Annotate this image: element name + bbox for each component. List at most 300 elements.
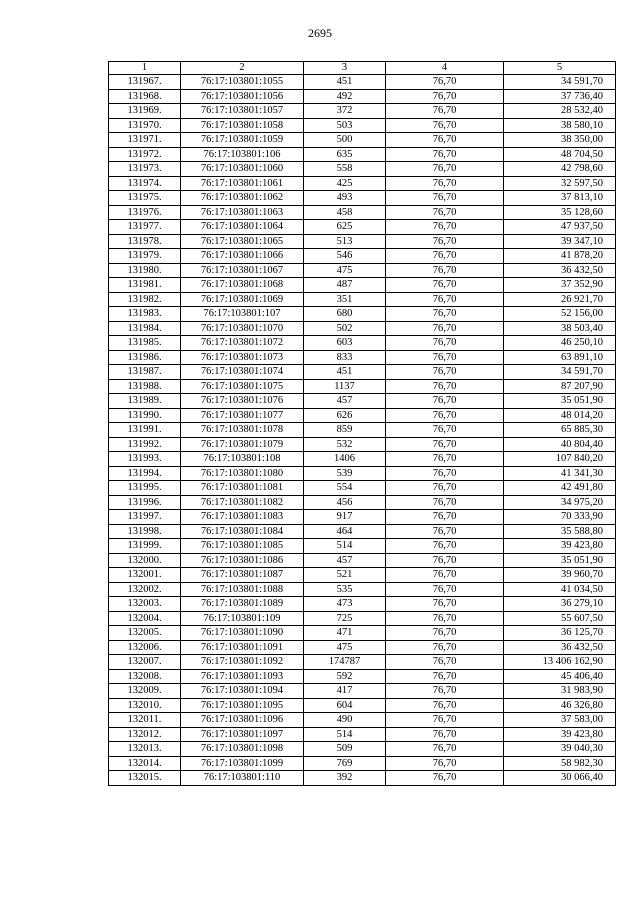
area-cell: 451 [304, 75, 386, 90]
amount-cell: 87 207,90 [504, 379, 616, 394]
cadastral-number-cell: 76:17:103801:1063 [181, 205, 304, 220]
table-row [109, 278, 616, 293]
rate-cell: 76,70 [386, 742, 504, 757]
amount-cell: 31 983,90 [504, 684, 616, 699]
table-row [109, 191, 616, 206]
rate-cell: 76,70 [386, 162, 504, 177]
rate-cell: 76,70 [386, 263, 504, 278]
area-cell: 592 [304, 669, 386, 684]
amount-cell: 48 014,20 [504, 408, 616, 423]
area-cell: 725 [304, 611, 386, 626]
row-number-cell: 131981. [109, 278, 181, 293]
area-cell: 457 [304, 553, 386, 568]
table-row [109, 75, 616, 90]
table-row [109, 756, 616, 771]
rate-cell: 76,70 [386, 234, 504, 249]
cadastral-number-cell: 76:17:103801:1060 [181, 162, 304, 177]
area-cell: 458 [304, 205, 386, 220]
table-row [109, 423, 616, 438]
row-number-cell: 131971. [109, 133, 181, 148]
cadastral-number-cell: 76:17:103801:1086 [181, 553, 304, 568]
amount-cell: 45 406,40 [504, 669, 616, 684]
row-number-cell: 132007. [109, 655, 181, 670]
cadastral-number-cell: 76:17:103801:1078 [181, 423, 304, 438]
area-cell: 680 [304, 307, 386, 322]
cadastral-number-cell: 76:17:103801:1088 [181, 582, 304, 597]
rate-cell: 76,70 [386, 437, 504, 452]
area-cell: 554 [304, 481, 386, 496]
row-number-cell: 131976. [109, 205, 181, 220]
rate-cell: 76,70 [386, 466, 504, 481]
cadastral-number-cell: 76:17:103801:1089 [181, 597, 304, 612]
cadastral-number-cell: 76:17:103801:1092 [181, 655, 304, 670]
row-number-cell: 131994. [109, 466, 181, 481]
amount-cell: 38 503,40 [504, 321, 616, 336]
cadastral-number-cell: 76:17:103801:1058 [181, 118, 304, 133]
rate-cell: 76,70 [386, 481, 504, 496]
amount-cell: 52 156,00 [504, 307, 616, 322]
area-cell: 500 [304, 133, 386, 148]
rate-cell: 76,70 [386, 713, 504, 728]
rate-cell: 76,70 [386, 336, 504, 351]
amount-cell: 36 432,50 [504, 640, 616, 655]
area-cell: 351 [304, 292, 386, 307]
cadastral-number-cell: 76:17:103801:1094 [181, 684, 304, 699]
table-row [109, 162, 616, 177]
row-number-cell: 131977. [109, 220, 181, 235]
row-number-cell: 131991. [109, 423, 181, 438]
cadastral-number-cell: 76:17:103801:1090 [181, 626, 304, 641]
area-cell: 174787 [304, 655, 386, 670]
data-table [108, 61, 616, 786]
amount-cell: 46 250,10 [504, 336, 616, 351]
cadastral-number-cell: 76:17:103801:1098 [181, 742, 304, 757]
area-cell: 532 [304, 437, 386, 452]
area-cell: 509 [304, 742, 386, 757]
cadastral-number-cell: 76:17:103801:1083 [181, 510, 304, 525]
area-cell: 493 [304, 191, 386, 206]
amount-cell: 36 125,70 [504, 626, 616, 641]
area-cell: 635 [304, 147, 386, 162]
rate-cell: 76,70 [386, 452, 504, 467]
amount-cell: 39 040,30 [504, 742, 616, 757]
rate-cell: 76,70 [386, 669, 504, 684]
row-number-cell: 131978. [109, 234, 181, 249]
table-row [109, 118, 616, 133]
row-number-cell: 132009. [109, 684, 181, 699]
row-number-cell: 131972. [109, 147, 181, 162]
area-cell: 503 [304, 118, 386, 133]
row-number-cell: 131973. [109, 162, 181, 177]
column-header-3: 3 [304, 62, 386, 75]
cadastral-number-cell: 76:17:103801:1080 [181, 466, 304, 481]
table-row [109, 495, 616, 510]
amount-cell: 36 279,10 [504, 597, 616, 612]
table-row [109, 669, 616, 684]
rate-cell: 76,70 [386, 321, 504, 336]
table-row [109, 539, 616, 554]
row-number-cell: 132000. [109, 553, 181, 568]
cadastral-number-cell: 76:17:103801:1072 [181, 336, 304, 351]
row-number-cell: 131996. [109, 495, 181, 510]
area-cell: 392 [304, 771, 386, 786]
table-row [109, 698, 616, 713]
area-cell: 456 [304, 495, 386, 510]
area-cell: 471 [304, 626, 386, 641]
amount-cell: 41 341,30 [504, 466, 616, 481]
rate-cell: 76,70 [386, 510, 504, 525]
row-number-cell: 131997. [109, 510, 181, 525]
rate-cell: 76,70 [386, 205, 504, 220]
rate-cell: 76,70 [386, 756, 504, 771]
rate-cell: 76,70 [386, 133, 504, 148]
cadastral-number-cell: 76:17:103801:1082 [181, 495, 304, 510]
amount-cell: 40 804,40 [504, 437, 616, 452]
rate-cell: 76,70 [386, 292, 504, 307]
amount-cell: 38 580,10 [504, 118, 616, 133]
amount-cell: 35 588,80 [504, 524, 616, 539]
row-number-cell: 132013. [109, 742, 181, 757]
table-row [109, 133, 616, 148]
table-row [109, 147, 616, 162]
cadastral-number-cell: 76:17:103801:107 [181, 307, 304, 322]
rate-cell: 76,70 [386, 249, 504, 264]
row-number-cell: 131984. [109, 321, 181, 336]
row-number-cell: 131970. [109, 118, 181, 133]
amount-cell: 41 878,20 [504, 249, 616, 264]
area-cell: 1137 [304, 379, 386, 394]
table-row [109, 350, 616, 365]
cadastral-number-cell: 76:17:103801:1074 [181, 365, 304, 380]
table-row [109, 713, 616, 728]
area-cell: 417 [304, 684, 386, 699]
row-number-cell: 132011. [109, 713, 181, 728]
area-cell: 492 [304, 89, 386, 104]
cadastral-number-cell: 76:17:103801:1061 [181, 176, 304, 191]
row-number-cell: 131999. [109, 539, 181, 554]
area-cell: 603 [304, 336, 386, 351]
column-header-4: 4 [386, 62, 504, 75]
row-number-cell: 131974. [109, 176, 181, 191]
cadastral-number-cell: 76:17:103801:1091 [181, 640, 304, 655]
amount-cell: 41 034,50 [504, 582, 616, 597]
rate-cell: 76,70 [386, 597, 504, 612]
amount-cell: 13 406 162,90 [504, 655, 616, 670]
column-header-1: 1 [109, 62, 181, 75]
area-cell: 514 [304, 727, 386, 742]
table-row [109, 365, 616, 380]
amount-cell: 30 066,40 [504, 771, 616, 786]
row-number-cell: 131975. [109, 191, 181, 206]
cadastral-number-cell: 76:17:103801:1067 [181, 263, 304, 278]
area-cell: 626 [304, 408, 386, 423]
cadastral-number-cell: 76:17:103801:1057 [181, 104, 304, 119]
row-number-cell: 131992. [109, 437, 181, 452]
column-header-2: 2 [181, 62, 304, 75]
cadastral-number-cell: 76:17:103801:1064 [181, 220, 304, 235]
table-row [109, 234, 616, 249]
rate-cell: 76,70 [386, 75, 504, 90]
row-number-cell: 132005. [109, 626, 181, 641]
rate-cell: 76,70 [386, 191, 504, 206]
cadastral-number-cell: 76:17:103801:1075 [181, 379, 304, 394]
area-cell: 535 [304, 582, 386, 597]
rate-cell: 76,70 [386, 684, 504, 699]
amount-cell: 37 352,90 [504, 278, 616, 293]
row-number-cell: 131986. [109, 350, 181, 365]
row-number-cell: 131998. [109, 524, 181, 539]
amount-cell: 42 491,80 [504, 481, 616, 496]
table-row [109, 336, 616, 351]
cadastral-number-cell: 76:17:103801:1085 [181, 539, 304, 554]
table-row [109, 626, 616, 641]
row-number-cell: 131967. [109, 75, 181, 90]
rate-cell: 76,70 [386, 118, 504, 133]
cadastral-number-cell: 76:17:103801:1079 [181, 437, 304, 452]
amount-cell: 65 885,30 [504, 423, 616, 438]
row-number-cell: 131989. [109, 394, 181, 409]
area-cell: 859 [304, 423, 386, 438]
cadastral-number-cell: 76:17:103801:1081 [181, 481, 304, 496]
area-cell: 513 [304, 234, 386, 249]
cadastral-number-cell: 76:17:103801:1077 [181, 408, 304, 423]
rate-cell: 76,70 [386, 408, 504, 423]
table-row [109, 597, 616, 612]
cadastral-number-cell: 76:17:103801:1069 [181, 292, 304, 307]
cadastral-number-cell: 76:17:103801:1097 [181, 727, 304, 742]
table-row [109, 263, 616, 278]
amount-cell: 39 423,80 [504, 727, 616, 742]
table-row [109, 437, 616, 452]
amount-cell: 58 982,30 [504, 756, 616, 771]
amount-cell: 34 591,70 [504, 75, 616, 90]
row-number-cell: 132014. [109, 756, 181, 771]
amount-cell: 26 921,70 [504, 292, 616, 307]
cadastral-number-cell: 76:17:103801:1076 [181, 394, 304, 409]
table-row [109, 742, 616, 757]
rate-cell: 76,70 [386, 568, 504, 583]
row-number-cell: 131969. [109, 104, 181, 119]
rate-cell: 76,70 [386, 379, 504, 394]
table-row [109, 481, 616, 496]
row-number-cell: 132010. [109, 698, 181, 713]
amount-cell: 48 704,50 [504, 147, 616, 162]
row-number-cell: 132003. [109, 597, 181, 612]
rate-cell: 76,70 [386, 771, 504, 786]
amount-cell: 37 736,40 [504, 89, 616, 104]
amount-cell: 47 937,50 [504, 220, 616, 235]
amount-cell: 34 591,70 [504, 365, 616, 380]
cadastral-number-cell: 76:17:103801:1073 [181, 350, 304, 365]
cadastral-number-cell: 76:17:103801:1066 [181, 249, 304, 264]
rate-cell: 76,70 [386, 727, 504, 742]
rate-cell: 76,70 [386, 423, 504, 438]
area-cell: 451 [304, 365, 386, 380]
area-cell: 917 [304, 510, 386, 525]
amount-cell: 35 128,60 [504, 205, 616, 220]
amount-cell: 63 891,10 [504, 350, 616, 365]
table-row [109, 89, 616, 104]
amount-cell: 35 051,90 [504, 394, 616, 409]
row-number-cell: 131985. [109, 336, 181, 351]
rate-cell: 76,70 [386, 176, 504, 191]
cadastral-number-cell: 76:17:103801:1070 [181, 321, 304, 336]
area-cell: 425 [304, 176, 386, 191]
amount-cell: 38 350,00 [504, 133, 616, 148]
row-number-cell: 131982. [109, 292, 181, 307]
table-row [109, 568, 616, 583]
rate-cell: 76,70 [386, 89, 504, 104]
rate-cell: 76,70 [386, 104, 504, 119]
cadastral-number-cell: 76:17:103801:1096 [181, 713, 304, 728]
table-row [109, 655, 616, 670]
cadastral-number-cell: 76:17:103801:1059 [181, 133, 304, 148]
row-number-cell: 131983. [109, 307, 181, 322]
cadastral-number-cell: 76:17:103801:1068 [181, 278, 304, 293]
row-number-cell: 131990. [109, 408, 181, 423]
table-body [109, 75, 616, 786]
table-row [109, 452, 616, 467]
rate-cell: 76,70 [386, 278, 504, 293]
amount-cell: 39 347,10 [504, 234, 616, 249]
amount-cell: 34 975,20 [504, 495, 616, 510]
area-cell: 514 [304, 539, 386, 554]
amount-cell: 35 051,90 [504, 553, 616, 568]
row-number-cell: 131980. [109, 263, 181, 278]
rate-cell: 76,70 [386, 539, 504, 554]
amount-cell: 39 960,70 [504, 568, 616, 583]
rate-cell: 76,70 [386, 640, 504, 655]
table-row [109, 307, 616, 322]
area-cell: 1406 [304, 452, 386, 467]
cadastral-number-cell: 76:17:103801:106 [181, 147, 304, 162]
area-cell: 502 [304, 321, 386, 336]
row-number-cell: 132006. [109, 640, 181, 655]
area-cell: 490 [304, 713, 386, 728]
table-row [109, 292, 616, 307]
area-cell: 473 [304, 597, 386, 612]
rate-cell: 76,70 [386, 524, 504, 539]
table-row [109, 394, 616, 409]
rate-cell: 76,70 [386, 147, 504, 162]
row-number-cell: 132004. [109, 611, 181, 626]
table-row [109, 379, 616, 394]
amount-cell: 36 432,50 [504, 263, 616, 278]
amount-cell: 107 840,20 [504, 452, 616, 467]
area-cell: 464 [304, 524, 386, 539]
area-cell: 475 [304, 640, 386, 655]
area-cell: 487 [304, 278, 386, 293]
area-cell: 546 [304, 249, 386, 264]
rate-cell: 76,70 [386, 655, 504, 670]
amount-cell: 37 583,00 [504, 713, 616, 728]
area-cell: 521 [304, 568, 386, 583]
amount-cell: 46 326,80 [504, 698, 616, 713]
rate-cell: 76,70 [386, 394, 504, 409]
table-row [109, 553, 616, 568]
table-row [109, 582, 616, 597]
rate-cell: 76,70 [386, 553, 504, 568]
rate-cell: 76,70 [386, 365, 504, 380]
table-row [109, 249, 616, 264]
rate-cell: 76,70 [386, 495, 504, 510]
row-number-cell: 132002. [109, 582, 181, 597]
rate-cell: 76,70 [386, 698, 504, 713]
table-row [109, 408, 616, 423]
page-number: 2695 [308, 26, 332, 40]
amount-cell: 39 423,80 [504, 539, 616, 554]
cadastral-number-cell: 76:17:103801:1087 [181, 568, 304, 583]
row-number-cell: 132012. [109, 727, 181, 742]
area-cell: 604 [304, 698, 386, 713]
cadastral-number-cell: 76:17:103801:1099 [181, 756, 304, 771]
table-row [109, 104, 616, 119]
cadastral-number-cell: 76:17:103801:1093 [181, 669, 304, 684]
rate-cell: 76,70 [386, 307, 504, 322]
area-cell: 539 [304, 466, 386, 481]
table-row [109, 510, 616, 525]
cadastral-number-cell: 76:17:103801:1056 [181, 89, 304, 104]
cadastral-number-cell: 76:17:103801:1065 [181, 234, 304, 249]
row-number-cell: 132008. [109, 669, 181, 684]
table-row [109, 321, 616, 336]
table-row [109, 611, 616, 626]
table-row [109, 640, 616, 655]
rate-cell: 76,70 [386, 220, 504, 235]
row-number-cell: 131979. [109, 249, 181, 264]
row-number-cell: 131987. [109, 365, 181, 380]
row-number-cell: 131988. [109, 379, 181, 394]
area-cell: 769 [304, 756, 386, 771]
area-cell: 558 [304, 162, 386, 177]
rate-cell: 76,70 [386, 626, 504, 641]
table-row [109, 524, 616, 539]
rate-cell: 76,70 [386, 582, 504, 597]
area-cell: 833 [304, 350, 386, 365]
cadastral-number-cell: 76:17:103801:1055 [181, 75, 304, 90]
area-cell: 625 [304, 220, 386, 235]
row-number-cell: 132001. [109, 568, 181, 583]
cadastral-number-cell: 76:17:103801:1095 [181, 698, 304, 713]
cadastral-number-cell: 76:17:103801:1084 [181, 524, 304, 539]
cadastral-number-cell: 76:17:103801:108 [181, 452, 304, 467]
table-row [109, 771, 616, 786]
rate-cell: 76,70 [386, 611, 504, 626]
row-number-cell: 132015. [109, 771, 181, 786]
table-row [109, 205, 616, 220]
table-row [109, 466, 616, 481]
cadastral-number-cell: 76:17:103801:1062 [181, 191, 304, 206]
row-number-cell: 131993. [109, 452, 181, 467]
table-row [109, 684, 616, 699]
area-cell: 475 [304, 263, 386, 278]
amount-cell: 28 532,40 [504, 104, 616, 119]
amount-cell: 42 798,60 [504, 162, 616, 177]
amount-cell: 70 333,90 [504, 510, 616, 525]
row-number-cell: 131995. [109, 481, 181, 496]
table-row [109, 220, 616, 235]
amount-cell: 37 813,10 [504, 191, 616, 206]
cadastral-number-cell: 76:17:103801:110 [181, 771, 304, 786]
amount-cell: 55 607,50 [504, 611, 616, 626]
area-cell: 457 [304, 394, 386, 409]
table-header-row [109, 62, 616, 75]
row-number-cell: 131968. [109, 89, 181, 104]
table-row [109, 727, 616, 742]
amount-cell: 32 597,50 [504, 176, 616, 191]
area-cell: 372 [304, 104, 386, 119]
column-header-5: 5 [504, 62, 616, 75]
